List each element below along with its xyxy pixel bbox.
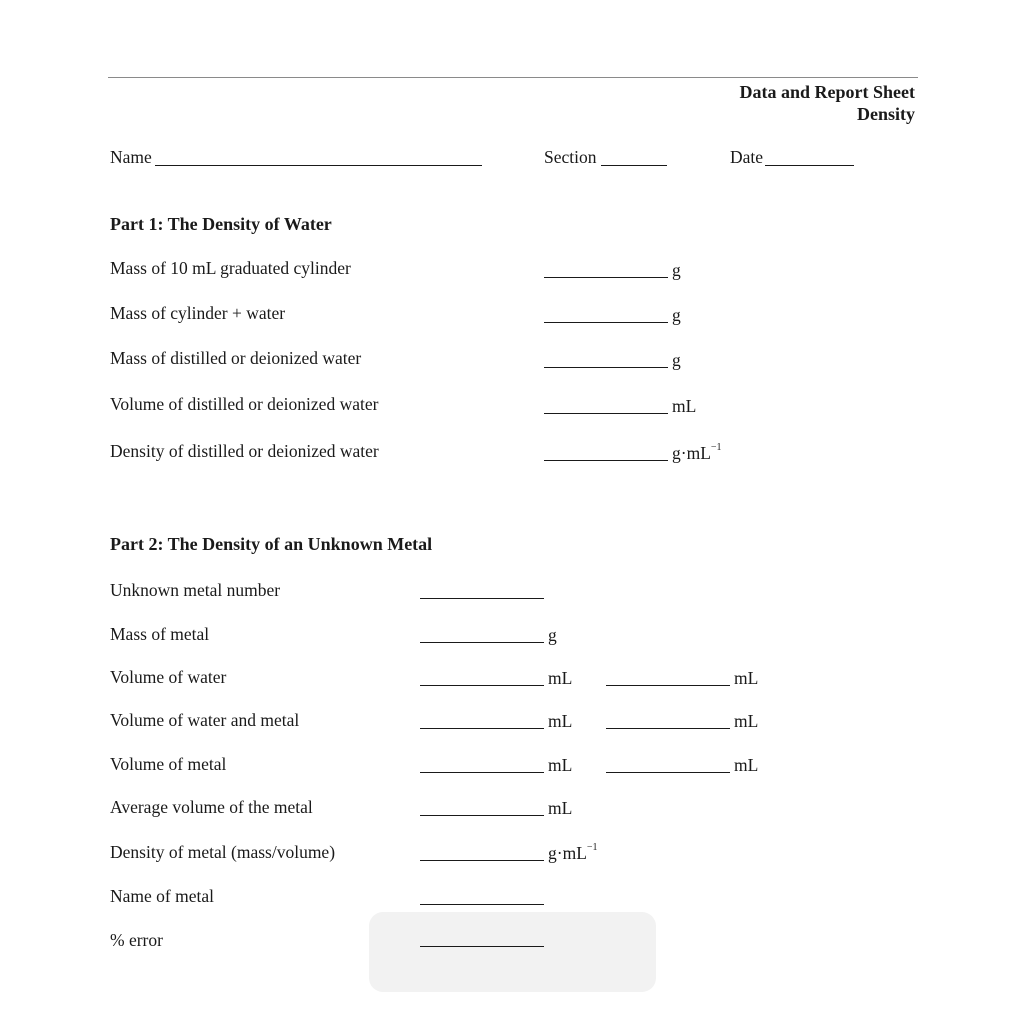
report-subtitle: Density [857,104,915,124]
unit-superscript: −1 [710,442,722,454]
part2-unit-trial2: mL [734,755,759,775]
part2-row-label: Volume of water and metal [110,710,300,730]
part2-unit-trial2: mL [734,668,759,688]
date-field[interactable] [765,165,854,166]
part2-answer-field[interactable] [420,598,544,599]
part2-unit: $g\cdot mL^{-1}$ [548,842,598,863]
part2-row-label: Volume of metal [110,754,227,774]
unit-superscript: −1 [586,842,598,854]
part2-answer-field[interactable] [420,946,544,947]
part2-answer-field-trial2[interactable] [606,772,730,773]
section-field[interactable] [601,165,667,166]
name-field[interactable] [155,165,482,166]
part1-unit: g [672,305,681,325]
part2-row-label: Name of metal [110,886,214,906]
part1-row-label: Mass of cylinder + water [110,303,286,323]
part2-answer-field-trial2[interactable] [606,685,730,686]
part1-unit: g [672,350,681,370]
section-label: Section [544,147,597,167]
part1-answer-field[interactable] [544,322,668,323]
part1-answer-field[interactable] [544,460,668,461]
part2-answer-field[interactable] [420,772,544,773]
part1-unit: mL [672,396,697,416]
part2-row-label: Mass of metal [110,624,210,644]
part2-answer-field[interactable] [420,815,544,816]
part2-row-label: Volume of water [110,667,227,687]
part2-unit: mL [548,798,573,818]
part1-row-label: Mass of distilled or deionized water [110,348,362,368]
part1-row-label: Volume of distilled or deionized water [110,394,379,414]
part1-unit: g [672,260,681,280]
part2-title: Part 2: The Density of an Unknown Metal [110,534,433,554]
part2-unit: mL [548,668,573,688]
part2-row-label: Average volume of the metal [110,797,313,817]
part2-answer-field-trial2[interactable] [606,728,730,729]
overlay-box [369,912,656,992]
part1-answer-field[interactable] [544,413,668,414]
part2-answer-field[interactable] [420,728,544,729]
part2-answer-field[interactable] [420,642,544,643]
top-rule [108,77,918,78]
report-title: Data and Report Sheet [739,82,915,102]
part2-unit: mL [548,711,573,731]
part2-unit: mL [548,755,573,775]
part2-answer-field[interactable] [420,904,544,905]
part1-unit: $g\cdot mL^{-1}$ [672,442,722,463]
part2-answer-field[interactable] [420,860,544,861]
name-label: Name [110,147,152,167]
part2-row-label: % error [110,930,163,950]
part1-row-label: Mass of 10 mL graduated cylinder [110,258,351,278]
part2-answer-field[interactable] [420,685,544,686]
part2-row-label: Unknown metal number [110,580,281,600]
part1-title: Part 1: The Density of Water [110,214,332,234]
date-label: Date [730,147,764,167]
part2-row-label: Density of metal (mass/volume) [110,842,336,862]
part2-unit: g [548,625,557,645]
part2-unit-trial2: mL [734,711,759,731]
part1-row-label: Density of distilled or deionized water [110,441,379,461]
part1-answer-field[interactable] [544,277,668,278]
part1-answer-field[interactable] [544,367,668,368]
